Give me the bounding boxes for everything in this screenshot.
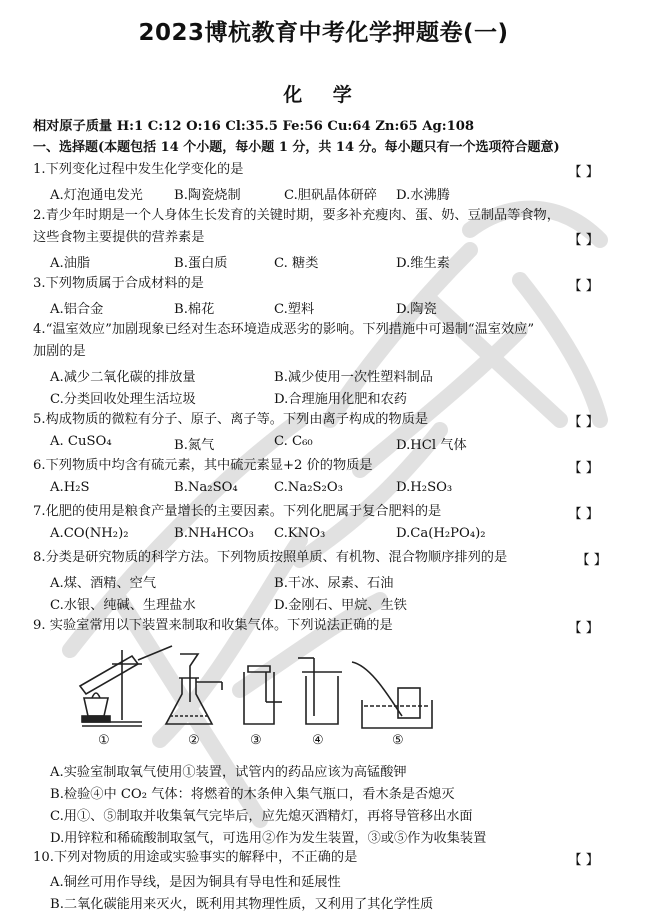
option-a: A.煤、酒精、空气 — [50, 576, 157, 591]
apparatus-label-1: ① — [98, 733, 110, 748]
apparatus-label-2: ② — [188, 733, 200, 748]
question-stem: 7.化肥的使用是粮食产量增长的主要因素。下列化肥属于复合肥料的是 — [33, 504, 442, 519]
option-d: D.水沸腾 — [396, 188, 450, 203]
option-d: D.用锌粒和稀硫酸制取氢气，可选用②作为发生装置，③或⑤作为收集装置 — [50, 831, 487, 846]
option-c: C.KNO₃ — [274, 526, 326, 541]
option-c: C.塑料 — [274, 302, 315, 317]
question-stem: 4.“温室效应”加剧现象已经对生态环境造成恶劣的影响。下列措施中可遏制“温室效应” — [33, 322, 535, 337]
option-a: A.减少二氧化碳的排放量 — [50, 370, 196, 385]
option-c: C. 糖类 — [274, 256, 319, 271]
option-a: A.铝合金 — [50, 302, 104, 317]
option-c: C.Na₂S₂O₃ — [274, 480, 343, 495]
answer-bracket: 【 】 — [568, 853, 599, 868]
option-a: A. CuSO₄ — [50, 434, 112, 449]
option-b: B.减少使用一次性塑料制品 — [274, 370, 433, 385]
question-stem: 1.下列变化过程中发生化学变化的是 — [33, 162, 244, 177]
apparatus-label-4: ④ — [312, 733, 324, 748]
apparatus-4 — [298, 658, 342, 724]
option-a: A.铜丝可用作导线，是因为铜具有导电性和延展性 — [50, 875, 341, 890]
option-a: A.油脂 — [50, 256, 91, 271]
option-d: D.Ca(H₂PO₄)₂ — [396, 526, 486, 541]
page-title: 2023博杭教育中考化学押题卷(一) — [138, 20, 509, 46]
option-c: C.用①、⑤制取并收集氧气完毕后，应先熄灭酒精灯，再将导管移出水面 — [50, 809, 473, 824]
answer-bracket: 【 】 — [568, 165, 599, 180]
answer-bracket: 【 】 — [568, 415, 599, 430]
apparatus-label-5: ⑤ — [392, 733, 404, 748]
question-stem: 3.下列物质属于合成材料的是 — [33, 276, 204, 291]
question-stem: 这些食物主要提供的营养素是 — [33, 230, 205, 245]
question-stem: 加剧的是 — [33, 344, 86, 359]
option-d: D.合理施用化肥和农药 — [274, 392, 407, 407]
option-d: D.金刚石、甲烷、生铁 — [274, 598, 407, 613]
option-d: D.HCl 气体 — [396, 438, 467, 453]
option-c: C.水银、纯碱、生理盐水 — [50, 598, 196, 613]
option-b: B.蛋白质 — [174, 256, 228, 271]
option-a: A.实验室制取氧气使用①装置，试管内的药品应该为高锰酸钾 — [50, 765, 407, 780]
option-a: A.H₂S — [50, 480, 90, 495]
option-a: A.灯泡通电发光 — [50, 188, 143, 203]
atomic-masses: 相对原子质量 H:1 C:12 O:16 Cl:35.5 Fe:56 Cu:64 Zn:65 Ag:108 — [33, 119, 475, 134]
question-stem: 10.下列对物质的用途或实验事实的解释中，不正确的是 — [33, 850, 358, 865]
option-d: D.维生素 — [396, 256, 450, 271]
option-c: C.胆矾晶体研碎 — [284, 188, 377, 203]
answer-bracket: 【 】 — [568, 233, 599, 248]
option-c: C. C₆₀ — [274, 434, 313, 449]
answer-bracket: 【 】 — [568, 507, 599, 522]
apparatus-2 — [166, 654, 222, 724]
answer-bracket: 【 】 — [576, 553, 607, 568]
option-d: D.H₂SO₃ — [396, 480, 453, 495]
question-stem: 8.分类是研究物质的科学方法。下列物质按照单质、有机物、混合物顺序排列的是 — [33, 550, 508, 565]
option-d: D.陶瓷 — [396, 302, 437, 317]
option-b: B.Na₂SO₄ — [174, 480, 238, 495]
option-b: B.陶瓷烧制 — [174, 188, 241, 203]
section-heading: 一、选择题(本题包括 14 个小题，每小题 1 分，共 14 分。每小题只有一个选项符合题意) — [33, 140, 560, 155]
question-stem: 9. 实验室常用以下装置来制取和收集气体。下列说法正确的是 — [33, 618, 393, 633]
answer-bracket: 【 】 — [568, 621, 599, 636]
apparatus-label-3: ③ — [250, 733, 262, 748]
option-b: B.干冰、尿素、石油 — [274, 576, 394, 591]
option-b: B.检验④中 CO₂ 气体：将燃着的木条伸入集气瓶口，看木条是否熄灭 — [50, 787, 455, 802]
option-b: B.氮气 — [174, 438, 215, 453]
option-c: C.分类回收处理生活垃圾 — [50, 392, 196, 407]
option-b: B.棉花 — [174, 302, 215, 317]
option-b: B.二氧化碳能用来灭火，既利用其物理性质，又利用了其化学性质 — [50, 897, 434, 912]
question-stem: 5.构成物质的微粒有分子、原子、离子等。下列由离子构成的物质是 — [33, 412, 429, 427]
answer-bracket: 【 】 — [568, 461, 599, 476]
answer-bracket: 【 】 — [568, 279, 599, 294]
question-stem: 2.青少年时期是一个人身体生长发育的关键时期，要多补充瘦肉、蛋、奶、豆制品等食物， — [33, 208, 560, 223]
apparatus-figure — [62, 642, 562, 742]
option-a: A.CO(NH₂)₂ — [50, 526, 129, 541]
apparatus-1 — [80, 646, 172, 726]
question-stem: 6.下列物质中均含有硫元素，其中硫元素显+2 价的物质是 — [33, 458, 373, 473]
apparatus-3 — [244, 666, 282, 724]
subject-heading: 化 学 — [283, 84, 364, 106]
option-b: B.NH₄HCO₃ — [174, 526, 254, 541]
apparatus-5 — [352, 662, 432, 728]
